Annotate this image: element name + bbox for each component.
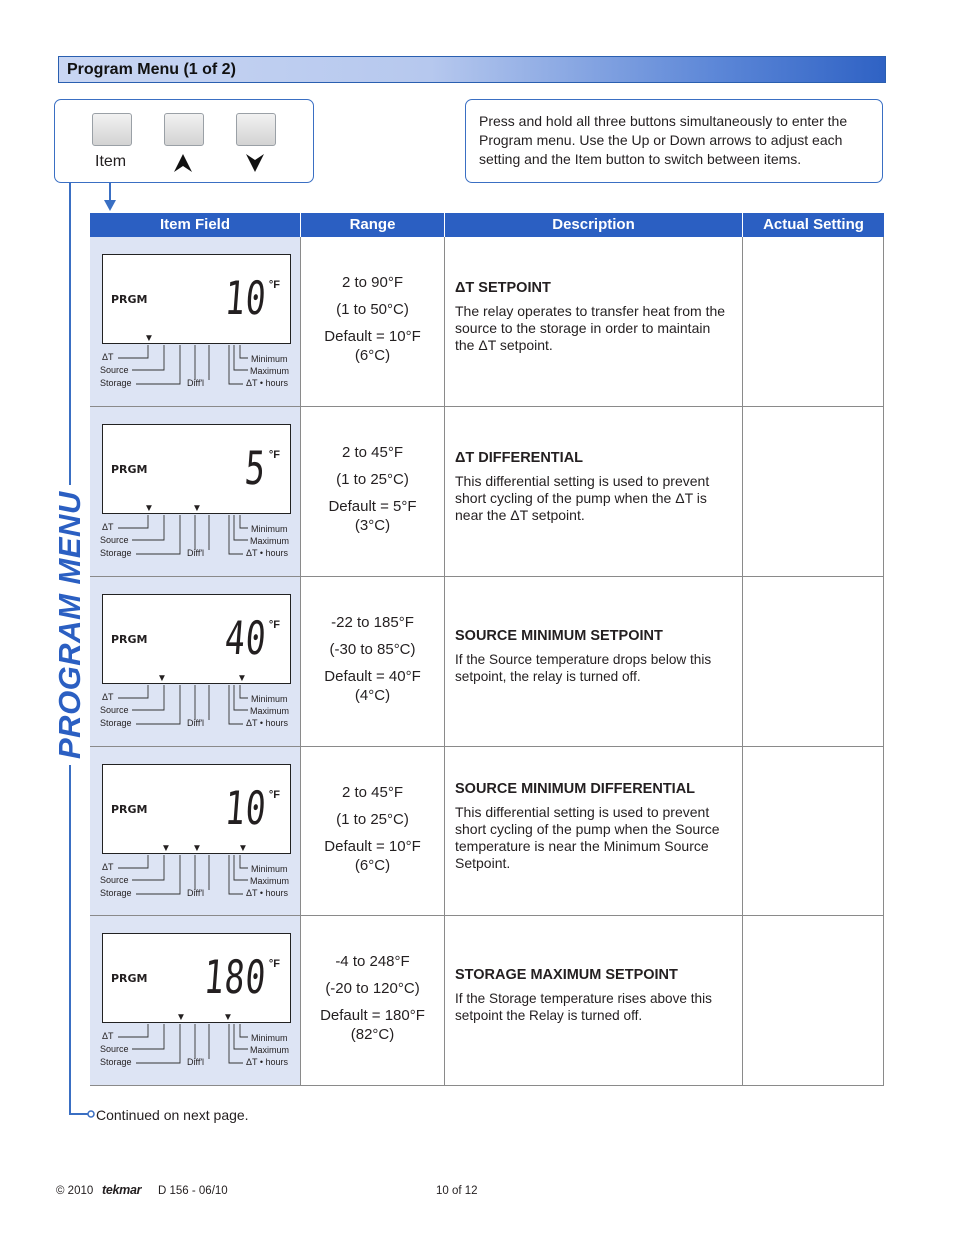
range-line: Default = 10°F [324,328,421,345]
description-cell [445,407,743,576]
item-field-cell [90,747,301,915]
range-line: -22 to 185°F [331,614,414,631]
lcd-label-source: Source [100,365,129,375]
lcd-label-delta-t: ΔT [102,862,114,872]
description-title: STORAGE MAXIMUM SETPOINT [455,967,678,983]
lcd-label-source: Source [100,1044,129,1054]
lcd-label-maximum: Maximum [250,366,290,376]
description-cell [445,237,743,406]
lcd-label-dt-hours: ΔT • hours [246,1057,289,1067]
lcd-label-maximum: Maximum [250,1045,290,1055]
lcd-unit: °F [268,619,280,631]
col-header-item-field: Item Field [90,213,301,237]
lcd-label-storage: Storage [100,548,132,558]
up-arrow-icon [172,153,194,173]
pointer-marker-icon: ▼ [157,673,167,684]
range-cell [301,577,445,746]
section-header [58,56,886,83]
item-field-cell [90,577,301,746]
description-body: If the Storage temperature rises above this setpoint the Relay is turned off. [455,991,712,1023]
lcd-label-minimum: Minimum [251,1033,288,1043]
connector-arrow-icon [103,198,117,212]
description-cell [445,577,743,746]
range-line: (-30 to 85°C) [329,641,416,658]
range-cell [301,916,445,1085]
description-body: This differential setting is used to prevent short cycling of the pump when the Source temperature is near the Minimum Source Setpoint. [455,804,720,871]
lcd-label-minimum: Minimum [251,354,288,364]
col-header-actual-setting: Actual Setting [743,213,884,237]
pointer-marker-icon: ▼ [176,1012,186,1023]
range-line: (1 to 25°C) [336,471,409,488]
lcd-label-diff: Diff'l [187,1057,205,1067]
item-button[interactable] [92,113,132,146]
lcd-prgm-label: PRGM [111,293,148,306]
col-header-description: Description [445,213,743,237]
description-body: The relay operates to transfer heat from the source to the storage in order to maintain the ΔT setpoint. [455,303,726,353]
footer-doc-id: D 156 - 06/10 [158,1185,228,1197]
range-line: Default = 40°F [324,668,421,685]
lcd-label-maximum: Maximum [250,706,290,716]
range-line: -4 to 248°F [335,953,410,970]
pointer-marker-icon: ▼ [144,503,154,514]
pointer-marker-icon: ▼ [223,1012,233,1023]
description-title: ΔT DIFFERENTIAL [455,450,584,466]
range-line: (4°C) [354,687,391,704]
description-title: ΔT SETPOINT [455,280,551,296]
lcd-label-diff: Diff'l [187,378,205,388]
lcd-label-minimum: Minimum [251,524,288,534]
table-row [90,237,884,407]
lcd-label-source: Source [100,535,129,545]
lcd-label-delta-t: ΔT [102,1031,114,1041]
program-menu-table [90,213,884,1086]
lcd-label-diff: Diff'l [187,548,205,558]
pointer-marker-icon: ▼ [161,843,171,854]
lcd-label-diff: Diff'l [187,888,205,898]
lcd-label-dt-hours: ΔT • hours [246,718,289,728]
col-header-range: Range [301,213,445,237]
lcd-value: 10 [222,271,269,325]
button-panel [54,99,314,183]
item-button-label: Item [95,153,127,170]
lcd-value: 10 [222,781,269,835]
pointer-marker-icon: ▼ [238,843,248,854]
range-cell [301,237,445,406]
lcd-label-dt-hours: ΔT • hours [246,888,289,898]
range-line: 2 to 90°F [341,274,404,291]
lcd-unit: °F [268,958,280,970]
lcd-label-storage: Storage [100,378,132,388]
instructions-text: Press and hold all three buttons simultaneously to enter the Program menu. Use the Up or Down arrows to adjust each setting and the Item button to switch between items. [479,113,848,167]
description-title: SOURCE MINIMUM SETPOINT [455,628,663,644]
lcd-prgm-label: PRGM [111,972,148,985]
footer-copyright: © 2010 [56,1185,94,1197]
circle-end-icon [86,1109,96,1119]
lcd-unit: °F [268,279,280,291]
description-title: SOURCE MINIMUM DIFFERENTIAL [455,781,696,797]
lcd-value: 5 [243,441,269,495]
table-row [90,916,884,1086]
lcd-label-storage: Storage [100,888,132,898]
table-row [90,577,884,747]
actual-setting-cell[interactable] [743,747,884,915]
lcd-label-minimum: Minimum [251,864,288,874]
pointer-marker-icon: ▼ [192,843,202,854]
lcd-label-dt-hours: ΔT • hours [246,378,289,388]
pointer-marker-icon: ▼ [237,673,247,684]
lcd-label-delta-t: ΔT [102,352,114,362]
lcd-value: 40 [222,611,269,665]
range-line: Default = 180°F [320,1007,425,1024]
continued-note: Continued on next page. [96,1107,249,1123]
actual-setting-cell[interactable] [743,916,884,1085]
range-line: Default = 5°F [328,498,417,515]
lcd-label-source: Source [100,875,129,885]
footer-brand: tekmar [102,1183,142,1197]
table-row [90,747,884,916]
range-line: 2 to 45°F [341,784,404,801]
down-button[interactable] [236,113,276,146]
range-line: (-20 to 120°C) [325,980,420,997]
range-line: (6°C) [354,347,391,364]
lcd-value: 180 [201,950,269,1004]
lcd-unit: °F [268,789,280,801]
lcd-label-source: Source [100,705,129,715]
description-cell [445,747,743,915]
item-field-cell [90,237,301,406]
lcd-unit: °F [268,449,280,461]
footer-page-number: 10 of 12 [436,1185,478,1197]
actual-setting-cell[interactable] [743,237,884,406]
range-cell [301,407,445,576]
lcd-label-diff: Diff'l [187,718,205,728]
lcd-label-minimum: Minimum [251,694,288,704]
lcd-prgm-label: PRGM [111,803,148,816]
pointer-marker-icon: ▼ [144,333,154,344]
range-line: (1 to 50°C) [336,301,409,318]
range-cell [301,747,445,915]
lcd-label-delta-t: ΔT [102,692,114,702]
description-cell [445,916,743,1085]
page-title: Program Menu (1 of 2) [67,61,236,78]
lcd-label-maximum: Maximum [250,536,290,546]
actual-setting-cell[interactable] [743,577,884,746]
actual-setting-cell[interactable] [743,407,884,576]
up-button[interactable] [164,113,204,146]
item-field-cell [90,916,301,1085]
range-line: Default = 10°F [324,838,421,855]
lcd-label-storage: Storage [100,1057,132,1067]
range-line: (3°C) [354,517,391,534]
lcd-label-dt-hours: ΔT • hours [246,548,289,558]
description-body: If the Source temperature drops below this setpoint, the relay is turned off. [455,652,712,684]
item-field-cell [90,407,301,576]
lcd-prgm-label: PRGM [111,463,148,476]
instructions-box [465,99,883,183]
range-line: (1 to 25°C) [336,811,409,828]
pointer-marker-icon: ▼ [192,503,202,514]
range-line: (6°C) [354,857,391,874]
range-line: (82°C) [350,1026,395,1043]
lcd-label-maximum: Maximum [250,876,290,886]
range-line: 2 to 45°F [341,444,404,461]
side-label: PROGRAM MENU [52,485,88,765]
lcd-label-delta-t: ΔT [102,522,114,532]
description-body: This differential setting is used to prevent short cycling of the pump when the ΔT is near the ΔT setpoint. [455,473,710,523]
lcd-label-storage: Storage [100,718,132,728]
down-arrow-icon [244,153,266,173]
table-row [90,407,884,577]
lcd-prgm-label: PRGM [111,633,148,646]
